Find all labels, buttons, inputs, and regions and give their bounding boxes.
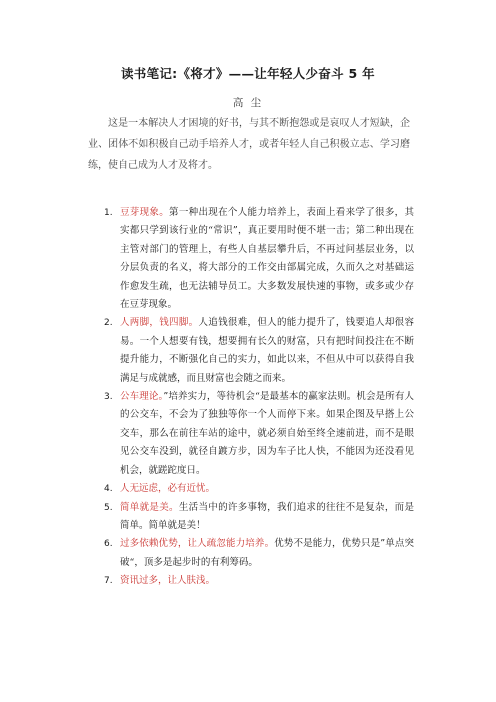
list-item — [104, 388, 414, 480]
item-heading: 人两脚，钱四脚。 — [120, 317, 199, 329]
item-heading: 人无远虑，必有近忧。 — [120, 483, 216, 495]
item-number: 2. — [104, 318, 113, 329]
intro-paragraph: 这是一本解决人才困境的好书，与其不断抱怨或是哀叹人才短缺，企业、团体不如积极自己动手培养人才，或者年轻人自己积极立志、学习磨练，使自己成为人才及将才。 — [88, 118, 410, 171]
item-number: 7. — [104, 576, 113, 587]
document-title: 读书笔记:《将才》——让年轻人少奋斗 5 年 — [120, 66, 375, 81]
list-item — [104, 480, 414, 498]
list-item — [104, 204, 414, 314]
item-heading: 简单就是美。 — [120, 501, 179, 513]
list-item — [104, 572, 414, 590]
item-body: ”培养实力，等待机会“是最基本的赢家法则。机会是所有人的公交车，不会为了独独等你一个人而停下来。如果企图及早搭上公交车，那么在前往车站的途中，就必须自始至终全速前进，而不是眼见公交车没到，就径自踱方步，因为车子比人快，不能因为还没看见机会，就蹉跎度日。 — [120, 391, 414, 476]
item-heading: 公车理论。 — [120, 391, 164, 403]
item-number: 1. — [104, 208, 113, 218]
item-number: 5. — [104, 502, 113, 513]
item-body: 优势不是能力，优势只是”单点突破“，顶多是起步时的有利筹码。 — [120, 538, 414, 568]
item-body: 生活当中的许多事物，我们追求的往往不是复杂，而是简单。简单就是美！ — [120, 501, 414, 531]
item-body: 人追钱很难，但人的能力提升了，钱要追人却很容易。一个人想要有钱，想要拥有长久的财富，只有把时间投注在不断提升能力，不断强化自己的实力，如此以来，不但从中可以获得自我满足与成就感，而且财富也会随之而来。 — [120, 317, 414, 384]
item-number: 3. — [104, 392, 113, 403]
item-heading: 豆芽现象。 — [120, 207, 170, 218]
list-item — [104, 535, 414, 572]
item-body: 第一种出现在个人能力培养上，表面上看来学了很多，其实都只学到该行业的“常识”，真正要用时便不堪一击；第二种出现在主管对部门的管理上，有些人自基层攀升后，不再过问基层业务，以分层负责的名义，将大部分的工作交由部属完成，久而久之对基础运作愈发生疏，也无法辅导员工。大多数发展快速的事物，或多或少存在豆芽现象。 — [120, 207, 414, 311]
item-number: 6. — [104, 539, 113, 550]
list-item — [104, 499, 414, 536]
item-heading: 过多依赖优势，让人疏忽能力培养。 — [120, 538, 275, 550]
item-number: 4. — [104, 484, 113, 495]
item-heading: 资讯过多，让人肤浅。 — [120, 575, 216, 587]
notes-list — [104, 204, 414, 591]
list-item — [104, 314, 414, 388]
author-name: 高 尘 — [232, 97, 264, 109]
